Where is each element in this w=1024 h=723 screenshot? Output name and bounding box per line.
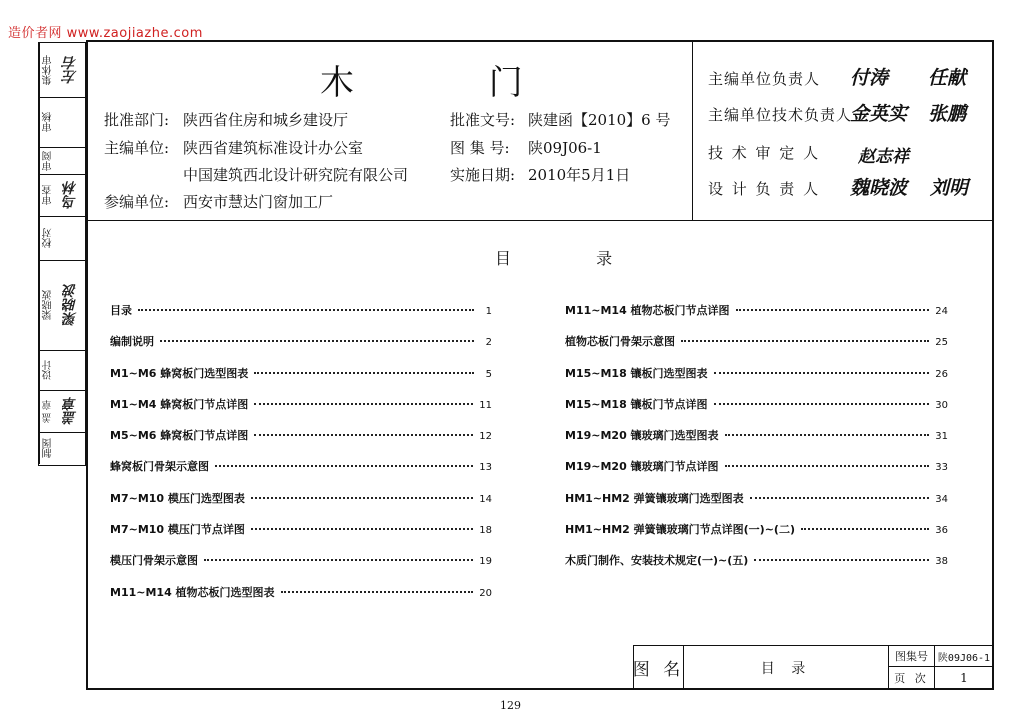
toc-item[interactable] — [110, 584, 492, 615]
sidebar-cell — [39, 351, 85, 391]
toc-item-page: 2 — [485, 337, 492, 349]
toc-item-name: M5~M6 蜂窝板门节点详图 — [110, 429, 249, 443]
sidebar-signature — [56, 217, 85, 260]
toc-item-name: M15~M18 镶板门节点详图 — [565, 397, 708, 411]
toc-leader — [714, 403, 930, 405]
toc-leader — [138, 309, 474, 311]
approval-dept-label: 批准部门: — [104, 111, 170, 129]
responsible-signature: 刘明 — [930, 177, 969, 199]
sidebar-cell — [39, 98, 85, 148]
title-block-page-label: 页 次 — [889, 667, 935, 689]
effective-date-label: 实施日期: — [450, 166, 516, 184]
toc-leader — [681, 340, 929, 342]
toc-item-name: M1~M6 蜂窝板门选型图表 — [110, 366, 249, 380]
toc-item-name: M7~M10 模压门节点详图 — [110, 523, 245, 537]
sidebar-label: 校对 — [39, 217, 57, 260]
toc-item[interactable] — [565, 396, 948, 427]
toc-item[interactable] — [110, 427, 492, 458]
responsible-signature: 赵志祥 — [858, 147, 909, 167]
toc-item-name: M11~M14 植物芯板门节点详图 — [565, 304, 730, 317]
header-vertical-divider — [692, 40, 693, 220]
sidebar-label: 盖 章 — [39, 391, 57, 432]
toc-leader — [251, 497, 473, 499]
title-block-name: 目 录 — [684, 646, 889, 689]
sidebar-label: 设计 — [39, 351, 57, 390]
doc-number-label: 批准文号: — [450, 111, 516, 129]
toc-item-page: 13 — [479, 462, 492, 474]
toc-item-name: 植物芯板门骨架示意图 — [565, 335, 675, 349]
toc-item-page: 14 — [479, 493, 492, 505]
toc-item-page: 24 — [935, 306, 948, 317]
toc-item[interactable] — [565, 365, 948, 396]
document-title: 木 门 — [320, 63, 585, 103]
sidebar-label: 审查 — [39, 175, 57, 216]
toc-item-page: 31 — [935, 431, 948, 443]
toc-leader — [714, 372, 930, 374]
toc-item[interactable] — [110, 552, 492, 583]
toc-item-page: 38 — [935, 556, 948, 568]
sidebar-label: 审核 — [39, 98, 57, 147]
toc-item-page: 20 — [479, 587, 492, 599]
toc-item-page: 34 — [935, 493, 948, 505]
toc-leader — [801, 528, 929, 530]
sidebar-cell — [39, 433, 85, 464]
sidebar-signature — [56, 98, 85, 147]
toc-item-name: HM1~HM2 弹簧镶玻璃门节点详图(一)~(二) — [565, 523, 795, 537]
toc-item[interactable] — [110, 521, 492, 552]
sidebar-label: 集体审 — [39, 43, 57, 97]
toc-leader — [254, 403, 473, 405]
toc-item-name: HM1~HM2 弹簧镶玻璃门选型图表 — [565, 491, 744, 505]
effective-date-value: 2010年5月1日 — [528, 166, 631, 184]
toc-item-name: 目录 — [110, 304, 132, 317]
toc-item-page: 18 — [479, 525, 492, 537]
sidebar-signature — [56, 351, 85, 390]
sidebar-cell — [39, 391, 85, 433]
doc-number-value: 陕建函【2010】6 号 — [528, 111, 671, 129]
toc-leader — [254, 434, 473, 436]
toc-item[interactable] — [565, 521, 948, 552]
toc-item[interactable] — [565, 552, 948, 583]
sidebar-cell — [39, 148, 85, 175]
toc-item[interactable] — [565, 302, 948, 333]
toc-item-page: 30 — [935, 399, 948, 411]
responsible-signature: 张鹏 — [928, 103, 967, 125]
toc-item-page: 19 — [479, 556, 492, 568]
sidebar-signature — [56, 433, 85, 464]
sidebar-cell — [39, 217, 85, 261]
responsible-signature: 任献 — [928, 67, 967, 89]
toc-item-page: 26 — [935, 368, 948, 380]
toc-item-page: 5 — [485, 368, 492, 380]
toc-leader — [736, 309, 930, 311]
sidebar-cell — [39, 175, 85, 217]
editor-value-2: 中国建筑西北设计研究院有限公司 — [183, 166, 409, 184]
toc-item[interactable] — [565, 427, 948, 458]
toc-right-column — [565, 302, 948, 584]
toc-title: 目 录 — [495, 249, 653, 268]
toc-item-name: 蜂窝板门骨架示意图 — [110, 460, 209, 474]
header-divider — [86, 220, 994, 221]
editor-value-1: 陕西省建筑标准设计办公室 — [183, 139, 364, 157]
responsible-signature: 付涛 — [850, 67, 889, 89]
toc-item[interactable] — [110, 490, 492, 521]
toc-leader — [281, 591, 474, 593]
title-block-atlas-label: 图集号 — [889, 646, 935, 667]
toc-item[interactable] — [110, 396, 492, 427]
toc-item[interactable] — [110, 458, 492, 489]
responsible-role: 技 术 审 定 人 — [708, 144, 821, 162]
sidebar-signature: 盖章 — [62, 397, 79, 426]
participant-value: 西安市慧达门窗加工厂 — [183, 193, 334, 211]
toc-item-name: 模压门骨架示意图 — [110, 554, 198, 568]
title-block-page-value: 1 — [960, 671, 968, 685]
responsible-role: 设 计 负 责 人 — [708, 180, 821, 198]
toc-item-name: M15~M18 镶板门选型图表 — [565, 366, 708, 380]
editor-label: 主编单位: — [104, 139, 170, 157]
title-block-atlas-value: 陕09J06-1 — [935, 646, 993, 667]
toc-item-page: 25 — [935, 337, 948, 349]
responsible-signature: 魏晓波 — [850, 177, 908, 199]
toc-leader — [254, 372, 474, 374]
approval-dept-value: 陕西省住房和城乡建设厅 — [183, 111, 349, 129]
responsible-role: 主编单位技术负责人 — [708, 106, 853, 124]
toc-item-page: 12 — [479, 431, 492, 443]
toc-item-name: 木质门制作、安装技术规定(一)~(五) — [565, 554, 749, 568]
toc-item[interactable] — [565, 458, 948, 489]
sidebar-signature — [56, 148, 85, 174]
toc-leader — [750, 497, 930, 499]
toc-leader — [725, 465, 930, 467]
toc-leader — [725, 434, 930, 436]
toc-leader — [160, 340, 474, 342]
approval-sidebar — [38, 42, 86, 466]
toc-leader — [215, 465, 473, 467]
atlas-number-value: 陕09J06-1 — [528, 139, 602, 157]
page-number: 129 — [500, 699, 521, 712]
toc-item-name: 编制说明 — [110, 335, 154, 349]
toc-item[interactable] — [110, 302, 492, 333]
toc-item-name: M7~M10 模压门选型图表 — [110, 491, 245, 505]
toc-item-page: 1 — [485, 306, 492, 317]
toc-item[interactable] — [565, 333, 948, 364]
title-block-label: 图 名 — [634, 646, 684, 689]
toc-item-name: M19~M20 镶玻璃门选型图表 — [565, 429, 719, 443]
toc-item[interactable] — [565, 490, 948, 521]
sidebar-cell — [39, 261, 85, 351]
toc-leader — [204, 559, 473, 561]
toc-item-name: M19~M20 镶玻璃门节点详图 — [565, 460, 719, 474]
responsible-role: 主编单位负责人 — [708, 70, 821, 88]
toc-leader — [754, 559, 929, 561]
toc-leader — [251, 528, 473, 530]
toc-item[interactable] — [110, 333, 492, 364]
participant-label: 参编单位: — [104, 193, 170, 211]
sidebar-signature: 左右 — [62, 56, 79, 84]
toc-item[interactable] — [110, 365, 492, 396]
sidebar-label: 梁晓波 — [39, 261, 57, 350]
toc-item-name: M11~M14 植物芯板门选型图表 — [110, 585, 275, 599]
sidebar-signature: 梁晓波 — [62, 284, 79, 327]
toc-left-column — [110, 302, 492, 615]
sidebar-cell — [39, 43, 85, 98]
toc-item-page: 11 — [479, 399, 492, 411]
toc-item-page: 36 — [935, 525, 948, 537]
sidebar-label: 制图 — [39, 433, 57, 464]
sidebar-label: 审阅 — [39, 148, 57, 174]
sidebar-signature: 鸟林 — [62, 181, 79, 210]
toc-item-page: 33 — [935, 462, 948, 474]
atlas-number-label: 图 集 号: — [450, 139, 510, 157]
responsible-signature: 金英实 — [850, 103, 908, 125]
title-block — [633, 645, 994, 690]
toc-item-name: M1~M4 蜂窝板门节点详图 — [110, 397, 249, 411]
watermark: 造价者网 www.zaojiazhe.com — [8, 26, 203, 41]
